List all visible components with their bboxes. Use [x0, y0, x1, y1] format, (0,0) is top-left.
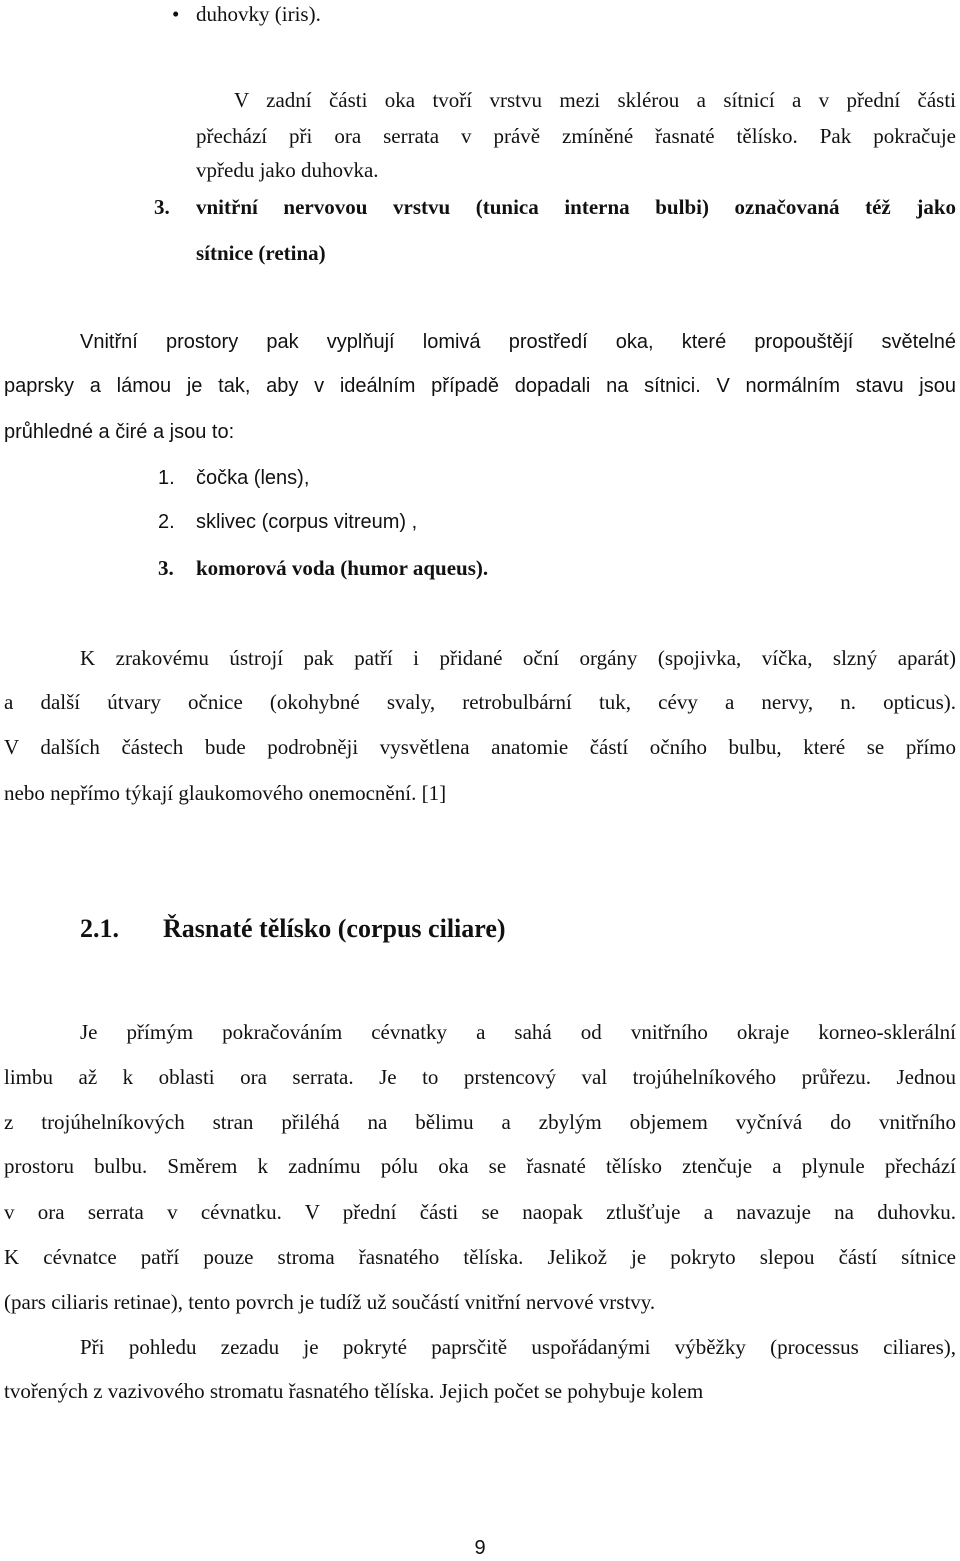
text-line: a další útvary očnice (okohybné svaly, retrobulbární tuk, cévy a nervy, n. opticus).	[4, 690, 956, 714]
text-line: K cévnatce patří pouze stroma řasnatého tělíska. Jelikož je pokryto slepou částí sítnice	[4, 1245, 956, 1269]
text-line: V dalších částech bude podrobněji vysvětlena anatomie částí očního bulbu, které se přímo	[4, 735, 956, 759]
text-line: vpředu jako duhovka.	[196, 158, 379, 182]
list-item: čočka (lens),	[196, 467, 310, 489]
bullet-item-text: duhovky (iris).	[196, 2, 321, 26]
text-line: limbu až k oblasti ora serrata. Je to prstencový val trojúhelníkového průřezu. Jednou	[4, 1065, 956, 1089]
text-line: z trojúhelníkových stran přiléhá na bělimu a zbylým objemem vyčnívá do vnitřního	[4, 1110, 956, 1134]
list-number: 3.	[158, 556, 174, 580]
text-line: Vnitřní prostory pak vyplňují lomivá prostředí oka, které propouštějí světelné	[80, 331, 956, 353]
bullet-marker: •	[172, 2, 180, 26]
text-line: sítnice (retina)	[196, 241, 326, 265]
list-number: 3.	[154, 195, 170, 219]
list-number: 2.	[158, 511, 175, 533]
list-item: sklivec (corpus vitreum) ,	[196, 511, 418, 533]
section-title: Řasnaté tělísko (corpus ciliare)	[163, 914, 506, 943]
text-line: Při pohledu zezadu je pokryté paprsčitě uspořádanými výběžky (processus ciliares),	[80, 1335, 956, 1359]
text-line: paprsky a lámou je tak, aby v ideálním případě dopadali na sítnici. V normálním stavu jsou	[4, 375, 956, 397]
text-line: tvořených z vazivového stromatu řasnatého tělíska. Jejich počet se pohybuje kolem	[4, 1379, 704, 1403]
section-number: 2.1.	[80, 914, 119, 943]
text-line: (pars ciliaris retinae), tento povrch je tudíž už součástí vnitřní nervové vrstvy.	[4, 1290, 656, 1314]
text-line: vnitřní nervovou vrstvu (tunica interna bulbi) označovaná též jako	[196, 195, 956, 219]
text-line: přechází při ora serrata v právě zmíněné řasnaté tělísko. Pak pokračuje	[196, 124, 956, 148]
list-number: 1.	[158, 467, 175, 489]
text-line: nebo nepřímo týkají glaukomového onemocnění. [1]	[4, 781, 447, 805]
list-item: komorová voda (humor aqueus).	[196, 556, 489, 580]
text-line: Je přímým pokračováním cévnatky a sahá od vnitřního okraje korneo-sklerální	[80, 1020, 956, 1044]
page-number: 9	[474, 1537, 486, 1559]
text-line: V zadní části oka tvoří vrstvu mezi sklérou a sítnicí a v přední části	[234, 88, 956, 112]
text-line: v ora serrata v cévnatku. V přední části se naopak ztlušťuje a navazuje na duhovku.	[4, 1200, 956, 1224]
text-line: K zrakovému ústrojí pak patří i přidané oční orgány (spojivka, víčka, slzný aparát)	[80, 646, 956, 670]
text-line: průhledné a čiré a jsou to:	[4, 421, 235, 443]
text-line: prostoru bulbu. Směrem k zadnímu pólu oka se řasnaté tělísko ztenčuje a plynule přechází	[4, 1154, 956, 1178]
